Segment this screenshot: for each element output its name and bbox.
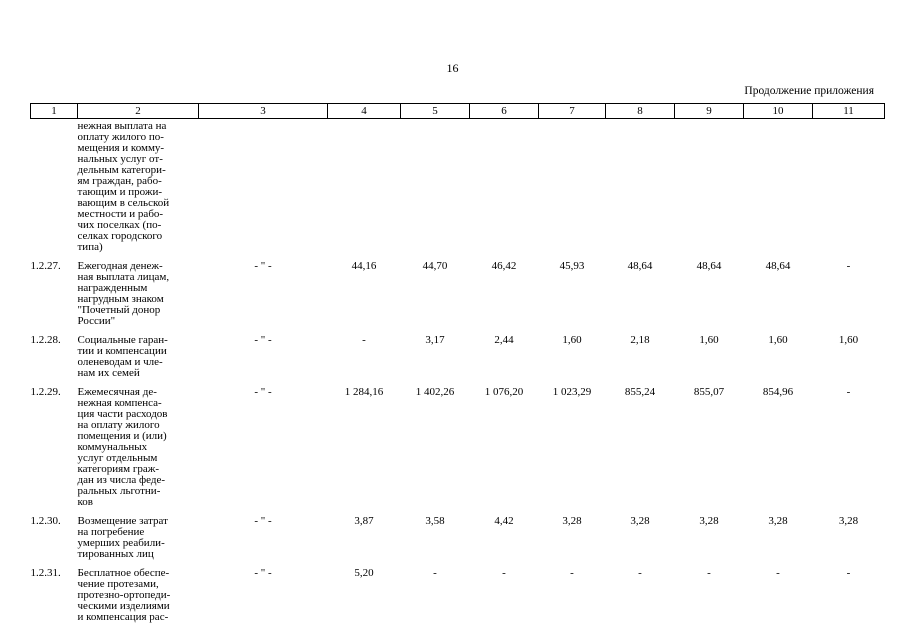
- value-cell: 854,96: [762, 386, 794, 398]
- row-name-line: мещения и комму-: [77, 142, 165, 154]
- row-name-line: ральных льготни-: [77, 485, 161, 497]
- value-cell: 45,93: [559, 260, 585, 272]
- row-name-line: дан из числа феде-: [77, 474, 166, 486]
- table-row: [31, 119, 885, 261]
- column-header: 9: [675, 104, 744, 119]
- value-cell: [470, 119, 539, 261]
- value-cell: [675, 119, 744, 261]
- column-header: 7: [539, 104, 606, 119]
- value-cell: 48,64: [627, 260, 653, 272]
- row-name-line: услуг отдельным: [77, 452, 158, 464]
- value-cell: 855,24: [624, 386, 656, 398]
- row-unit: - " -: [254, 334, 272, 346]
- column-header: 6: [470, 104, 539, 119]
- row-number: 1.2.27.: [30, 260, 61, 272]
- row-name-line: тии и компенсации: [77, 345, 167, 357]
- row-name-line: Ежемесячная де-: [77, 386, 157, 398]
- column-header: 2: [78, 104, 199, 119]
- row-name-line: оплату жилого по-: [77, 131, 164, 143]
- value-cell: -: [776, 567, 780, 579]
- value-cell: -: [362, 334, 366, 346]
- row-name-line: ческими изделиями: [77, 600, 170, 612]
- row-unit: - " -: [254, 260, 272, 272]
- row-name-line: протезно-ортопеди-: [77, 589, 171, 601]
- continuation-label: Продолжение приложения: [744, 85, 874, 97]
- value-cell: 4,42: [494, 515, 514, 527]
- row-unit: - " -: [254, 515, 272, 527]
- value-cell: 48,64: [696, 260, 722, 272]
- table-row: [31, 567, 885, 630]
- row-name-line: нежная выплата на: [77, 120, 167, 132]
- row-number: [31, 119, 78, 261]
- row-name-line: нежная компенса-: [77, 397, 162, 409]
- value-cell: 1 284,16: [344, 386, 384, 398]
- row-name-line: тированных лиц: [77, 548, 154, 560]
- row-number: 1.2.31.: [30, 567, 61, 579]
- table-header-row: [31, 104, 885, 119]
- table-body: [31, 119, 885, 631]
- row-name-line: коммунальных: [77, 441, 148, 453]
- row-name-line: тающим и прожи-: [77, 186, 163, 198]
- table-row: [31, 515, 885, 567]
- column-header: 10: [744, 104, 813, 119]
- row-name-line: награжденным: [77, 282, 148, 294]
- value-cell: [539, 119, 606, 261]
- value-cell: 3,58: [425, 515, 445, 527]
- row-unit: [199, 119, 328, 261]
- value-cell: 44,16: [351, 260, 377, 272]
- column-header: 4: [328, 104, 401, 119]
- row-number: 1.2.29.: [30, 386, 61, 398]
- value-cell: -: [846, 567, 851, 579]
- value-cell: 3,28: [562, 515, 582, 527]
- value-cell: 1 023,29: [552, 386, 592, 398]
- row-name: [78, 386, 199, 515]
- row-name-line: вающим в сельской: [77, 197, 170, 209]
- row-name: [78, 260, 199, 334]
- row-name: [78, 567, 199, 630]
- value-cell: 1 076,20: [484, 386, 524, 398]
- column-header: 8: [606, 104, 675, 119]
- value-cell: [744, 119, 813, 261]
- table-row: [31, 386, 885, 515]
- value-cell: 2,44: [494, 334, 514, 346]
- value-cell: -: [846, 386, 851, 398]
- value-cell: -: [707, 567, 711, 579]
- row-name-line: категориям граж-: [77, 463, 160, 475]
- row-name-line: чение протезами,: [77, 578, 159, 590]
- value-cell: 3,28: [838, 515, 859, 527]
- row-name-line: чих поселках (по-: [77, 219, 162, 231]
- row-name-line: "Почетный донор: [77, 304, 161, 316]
- row-name-line: умерших реабили-: [77, 537, 165, 549]
- row-name-line: ков: [77, 496, 93, 508]
- value-cell: 3,28: [768, 515, 788, 527]
- row-unit: - " -: [254, 567, 272, 579]
- row-name: [78, 334, 199, 386]
- value-cell: -: [433, 567, 437, 579]
- row-name-line: ция части расходов: [77, 408, 168, 420]
- value-cell: -: [570, 567, 574, 579]
- row-name-line: оленеводам и чле-: [77, 356, 163, 368]
- value-cell: 1,60: [838, 334, 859, 346]
- value-cell: 1,60: [699, 334, 719, 346]
- row-name: [78, 119, 199, 261]
- value-cell: 1,60: [768, 334, 788, 346]
- row-name-line: Ежегодная денеж-: [77, 260, 163, 272]
- row-name-line: ная выплата лицам,: [77, 271, 170, 283]
- value-cell: [328, 119, 401, 261]
- column-header: 11: [813, 104, 885, 119]
- value-cell: 48,64: [765, 260, 791, 272]
- row-name-line: помещения и (или): [77, 430, 167, 442]
- row-name-line: на оплату жилого: [77, 419, 160, 431]
- column-header: 5: [401, 104, 470, 119]
- appendix-table: [30, 103, 885, 630]
- value-cell: 44,70: [422, 260, 448, 272]
- value-cell: -: [846, 260, 851, 272]
- row-name-line: дельным категори-: [77, 164, 166, 176]
- value-cell: 3,87: [354, 515, 374, 527]
- value-cell: 1,60: [562, 334, 582, 346]
- table-row: [31, 334, 885, 386]
- value-cell: -: [638, 567, 642, 579]
- value-cell: [401, 119, 470, 261]
- row-name-line: Социальные гаран-: [77, 334, 168, 346]
- row-unit: - " -: [254, 386, 272, 398]
- value-cell: 2,18: [630, 334, 650, 346]
- value-cell: 3,28: [699, 515, 719, 527]
- row-name-line: и компенсация рас-: [77, 611, 169, 623]
- value-cell: 1 402,26: [415, 386, 455, 398]
- column-header: 1: [31, 104, 78, 119]
- row-name-line: Бесплатное обеспе-: [77, 567, 170, 579]
- value-cell: 3,28: [630, 515, 650, 527]
- row-name-line: типа): [77, 241, 103, 253]
- value-cell: [813, 119, 885, 261]
- value-cell: -: [502, 567, 506, 579]
- value-cell: 3,17: [425, 334, 445, 346]
- table-row: [31, 260, 885, 334]
- row-name-line: Возмещение затрат: [77, 515, 168, 527]
- value-cell: 855,07: [693, 386, 725, 398]
- page-number: 16: [446, 61, 459, 75]
- row-name-line: нальных услуг от-: [77, 153, 163, 165]
- row-number: 1.2.28.: [30, 334, 61, 346]
- column-header: 3: [199, 104, 328, 119]
- row-name-line: местности и рабо-: [77, 208, 164, 220]
- value-cell: 46,42: [491, 260, 517, 272]
- row-name-line: на погребение: [77, 526, 145, 538]
- row-name: [78, 515, 199, 567]
- row-name-line: ям граждан, рабо-: [77, 175, 162, 187]
- row-number: 1.2.30.: [30, 515, 61, 527]
- row-name-line: нам их семей: [77, 367, 140, 379]
- value-cell: [606, 119, 675, 261]
- row-name-line: нагрудным знаком: [77, 293, 164, 305]
- value-cell: 5,20: [354, 567, 374, 579]
- row-name-line: России": [77, 315, 116, 327]
- row-name-line: селках городского: [77, 230, 163, 242]
